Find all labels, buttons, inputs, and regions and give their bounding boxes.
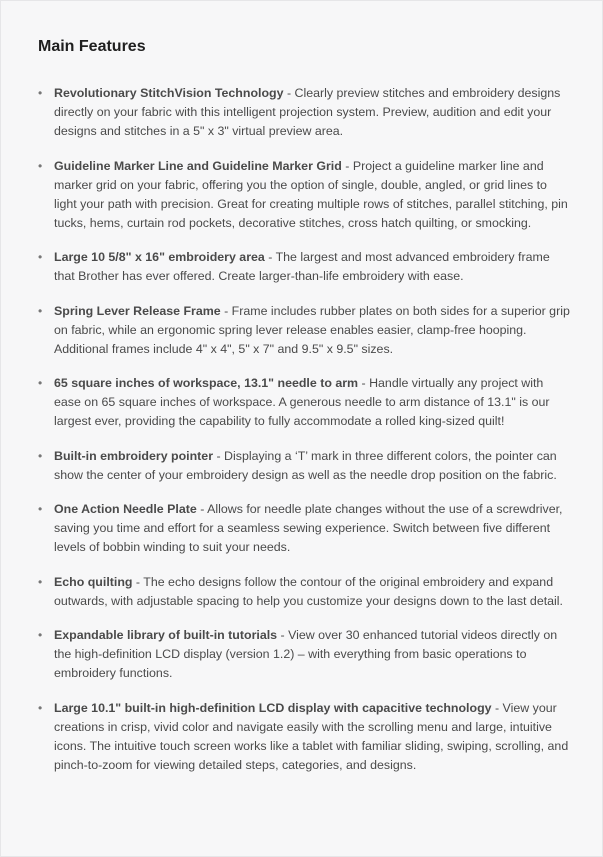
list-item [38,699,572,775]
list-item [38,573,572,611]
bullet-icon: • [38,303,43,318]
feature-description: - Clearly preview stitches and embroidery designs directly on your fabric with this intelligent projection system. Preview, audition and edit your designs and stitches in a 5" x 3" virtual preview area. [54,86,561,138]
bullet-icon: • [38,574,43,589]
bullet-icon: • [38,86,43,100]
feature-description: - Handle virtually any project with ease on 65 square inches of workspace. A generous needle to arm distance of 13.1" is our largest ever, providing the capability to fully accommodate a rolled king-sized quilt! [54,376,550,428]
feature-description: - Project a guideline marker line and marker grid on your fabric, offering you the option of single, double, angled, or grid lines to light your path with precision. Great for creating multiple rows of stitches, parallel stitching, pin tucks, hems, curtain rod pockets, decorative stitches, cross hatch quilting, or smocking. [54,158,568,230]
bullet-icon: • [38,448,43,463]
feature-description: - View your creations in crisp, vivid color and navigate easily with the scrolling menu and large, intuitive icons. The intuitive touch screen works like a tablet with familiar sliding, swiping, scrolling, and pinch-to-zoom for viewing detailed steps, categories, and designs. [54,700,569,772]
feature-title: Large 10.1" built-in high-definition LCD display with capacitive technology [54,700,492,715]
list-item [38,248,572,286]
feature-title: Echo quilting [54,574,133,589]
list-item [38,302,572,359]
feature-title: Revolutionary StitchVision Technology [54,86,284,100]
bullet-icon: • [38,628,43,642]
feature-title: Expandable library of built-in tutorials [54,628,278,642]
feature-description: - The largest and most advanced embroidery frame that Brother has ever offered. Create larger-than-life embroidery with ease. [54,250,550,283]
bullet-icon: • [38,376,43,390]
feature-title: Built-in embroidery pointer [54,448,214,463]
list-item [38,447,572,485]
list-item [38,84,572,141]
bullet-icon: • [38,502,43,516]
feature-description: - The echo designs follow the contour of the original embroidery and expand outwards, with adjustable spacing to help you customize your designs down to the last detail. [54,574,563,608]
feature-title: Large 10 5/8" x 16" embroidery area [54,250,265,264]
bullet-icon: • [38,700,43,715]
list-item [38,157,572,233]
feature-description: - View over 30 enhanced tutorial videos directly on the high-definition LCD display (version 1.2) – with everything from basic operations to embroidery functions. [54,628,558,680]
list-item [38,626,572,683]
feature-description: - Displaying a ‘T’ mark in three different colors, the pointer can show the center of your embroidery design as well as the needle drop position on the fabric. [54,448,557,482]
list-item [38,374,572,431]
section-heading: Main Features [38,38,146,55]
feature-description: - Allows for needle plate changes without the use of a screwdriver, saving you time and effort for a seamless sewing experience. Switch between five different levels of bobbin winding to suit your needs. [54,502,563,554]
list-item [38,500,572,557]
feature-title: Spring Lever Release Frame [54,303,221,318]
bullet-icon: • [38,250,43,264]
feature-title: Guideline Marker Line and Guideline Marker Grid [54,158,342,173]
feature-title: One Action Needle Plate [54,502,197,516]
feature-description: - Frame includes rubber plates on both sides for a superior grip on fabric, while an ergonomic spring lever release enables easier, clamp-free hooping. Additional frames include 4" x 4", 5" x 7" and 9.5" x 9.5" sizes. [54,303,570,356]
feature-title: 65 square inches of workspace, 13.1" needle to arm [54,376,359,390]
bullet-icon: • [38,158,43,173]
feature-list [38,84,572,775]
